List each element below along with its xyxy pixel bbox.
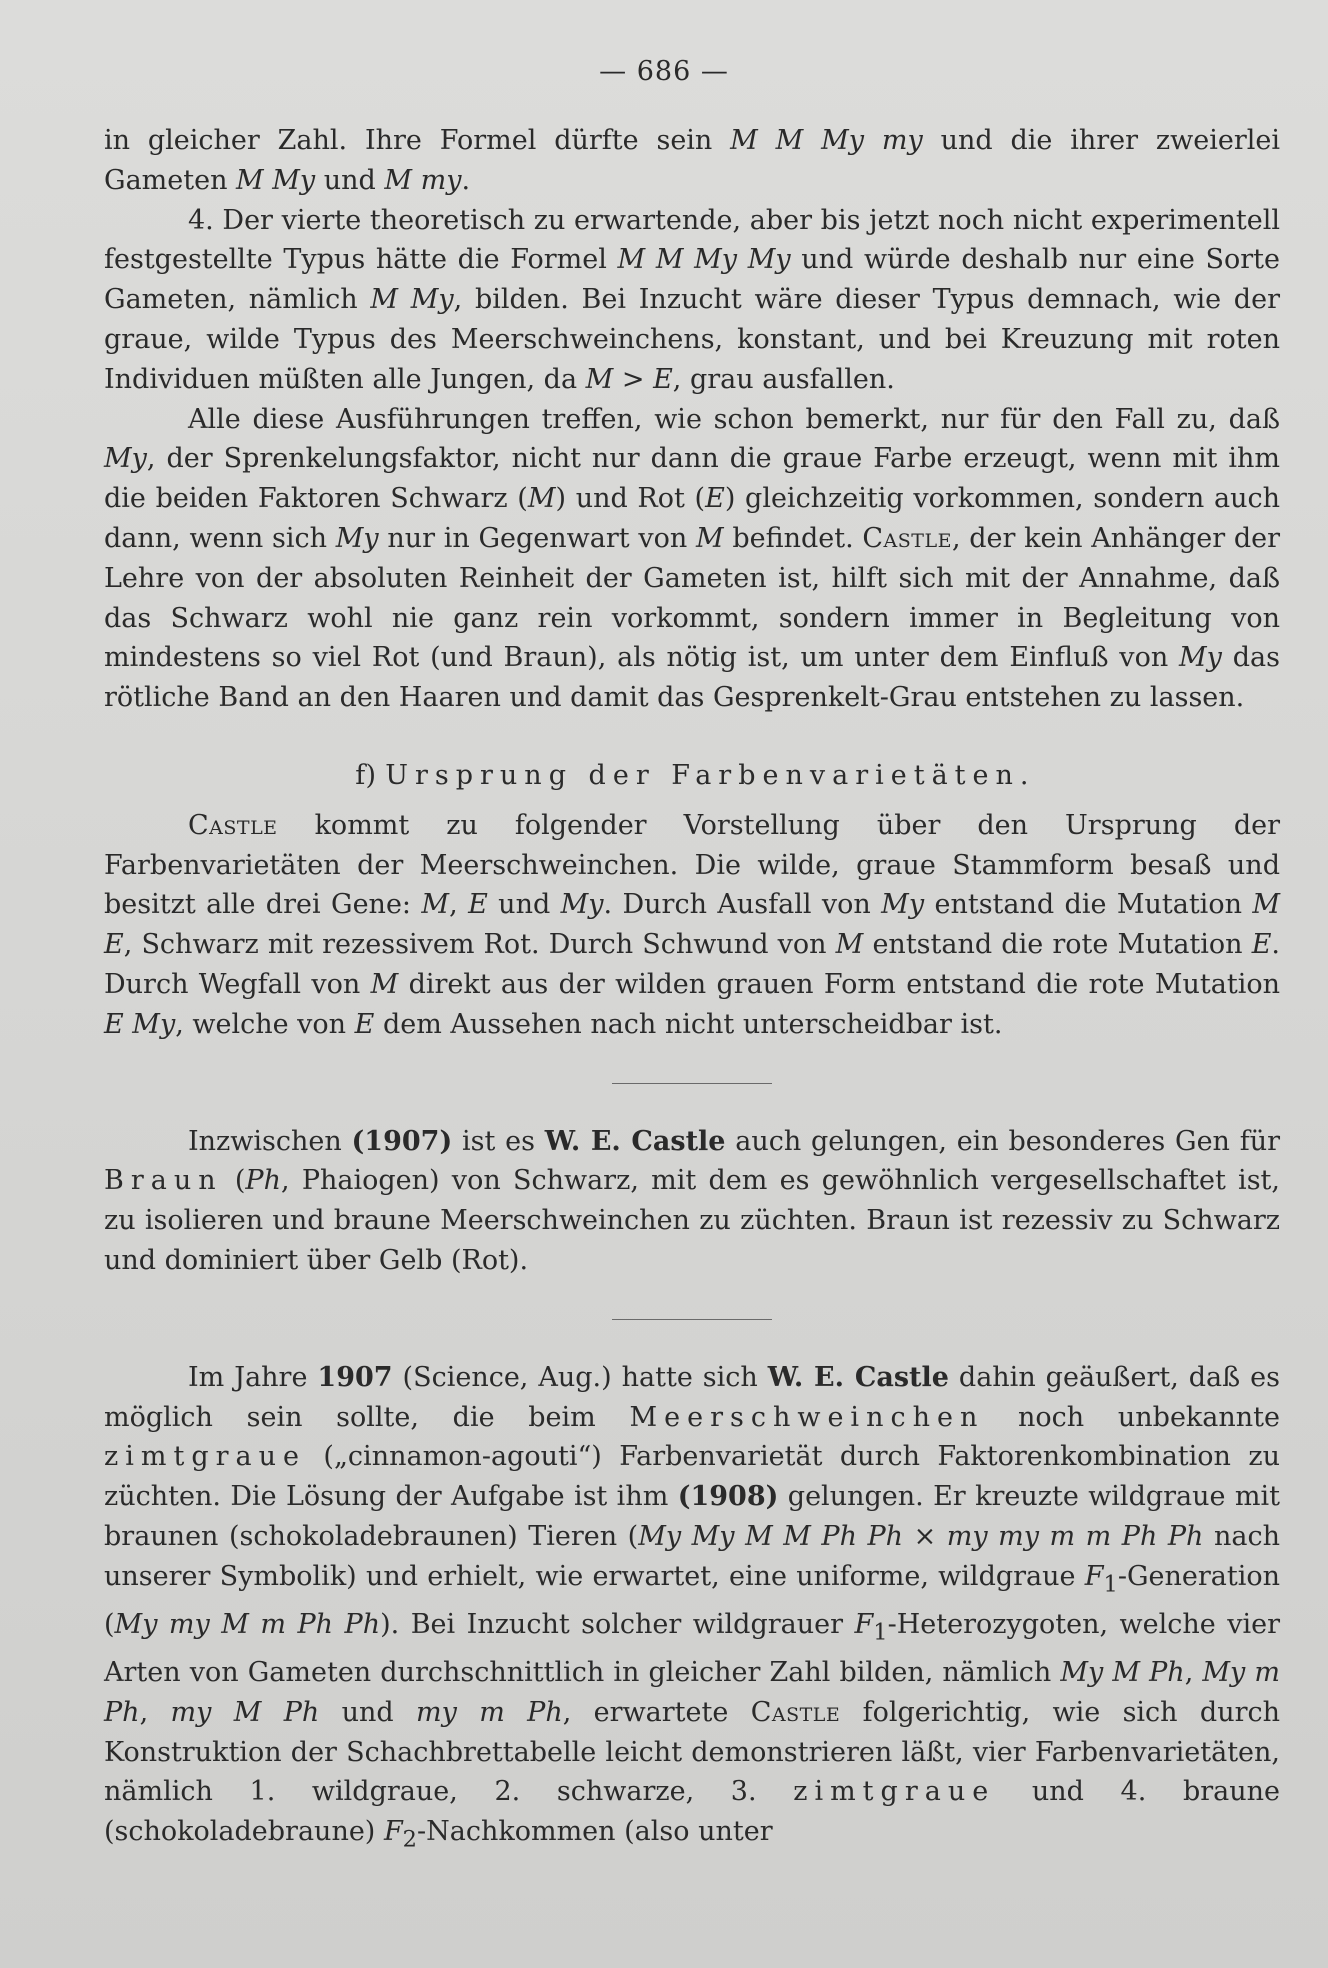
section-heading: f) Ursprung der Farbenvarietäten. xyxy=(355,759,1029,791)
paragraph-3: Alle diese Ausführungen treffen, wie schon bemerkt, nur für den Fall zu, daß My, der Sprenkelungsfaktor, nicht nur dann die graue Farbe erzeugt, wenn mit ihm die beiden Faktoren Schwarz (M) und Rot (E) gleichzeitig vorkommen, sondern auch dann, wenn sich My nur in Gegenwart von M befindet. Castle, der kein Anhänger der Lehre von der absoluten Reinheit der Gameten ist, hilft sich mit der Annahme, daß das Schwarz wohl nie ganz rein vorkommt, sondern immer in Begleitung von mindestens so viel Rot (und Braun), als nötig ist, um unter dem Einfluß von My das rötliche Band an den Haaren und damit das Gesprenkelt-Grau entstehen zu lassen. xyxy=(104,403,1280,714)
paragraph-4: Castle kommt zu folgender Vorstellung über den Ursprung der Farbenvarietäten der Meerschweinchen. Die wilde, graue Stammform besaß und besitzt alle drei Gene: M, E und My. Durch Ausfall von My entstand die Mutation M E, Schwarz mit rezessivem Rot. Durch Schwund von M entstand die rote Mutation E. Durch Wegfall von M direkt aus der wilden grauen Form entstand die rote Mutation E My, welche von E dem Aussehen nach nicht unterscheidbar ist. xyxy=(104,809,1281,1040)
paragraph-2: 4. Der vierte theoretisch zu erwartende, aber bis jetzt noch nicht experimentell festgestellte Typus hätte die Formel M M My My und würde deshalb nur eine Sorte Gameten, nämlich M My, bilden. Bei Inzucht wäre dieser Typus demnach, wie der graue, wilde Typus des Meerschweinchens, konstant, und bei Kreuzung mit roten Individuen müßten alle Jungen, da M > E, grau ausfallen. xyxy=(104,204,1280,395)
separator-rule-2 xyxy=(612,1319,772,1320)
paragraph-6: Im Jahre 1907 (Science, Aug.) hatte sich W. E. Castle dahin geäußert, daß es möglich sein sollte, die beim Meerschweinchen noch unbekannte zimtgraue („cinnamon-agouti“) Farbenvarietät durch Faktorenkombination zu züchten. Die Lösung der Aufgabe ist ihm (1908) gelungen. Er kreuzte wildgraue mit braunen (schokoladebraunen) Tieren (My My M M Ph Ph × my my m m Ph Ph nach unserer Symbolik) und erhielt, wie erwartet, eine uniforme, wildgraue $F_1$-Generation (My my M m Ph Ph). Bei Inzucht solcher wildgrauer $F_1$-Heterozygoten, welche vier Arten von Gameten durchschnittlich in gleicher Zahl bilden, nämlich My M Ph, My m Ph, my M Ph und my m Ph, erwartete Castle folgerichtig, wie sich durch Konstruktion der Schachbrettabelle leicht demonstrieren läßt, vier Farbenvarietäten, nämlich 1. wildgraue, 2. schwarze, 3. zimtgraue und 4. braune (schokoladebraune) $F_2$-Nachkommen (also unter xyxy=(104,1361,1281,1853)
page-number: — 686 — xyxy=(599,56,729,87)
paragraph-5: Inzwischen (1907) ist es W. E. Castle auch gelungen, ein besonderes Gen für Braun (Ph, Phaiogen) von Schwarz, mit dem es gewöhnlich vergesellschaftet ist, zu isolieren und braune Meerschweinchen zu züchten. Braun ist rezessiv zu Schwarz und dominiert über Gelb (Rot). xyxy=(104,1125,1280,1276)
paragraph-1: in gleicher Zahl. Ihre Formel dürfte sein M M My my und die ihrer zweierlei Gameten M My und M my. xyxy=(104,125,1281,196)
separator-rule-1 xyxy=(612,1083,772,1084)
page-body xyxy=(104,121,1280,1860)
